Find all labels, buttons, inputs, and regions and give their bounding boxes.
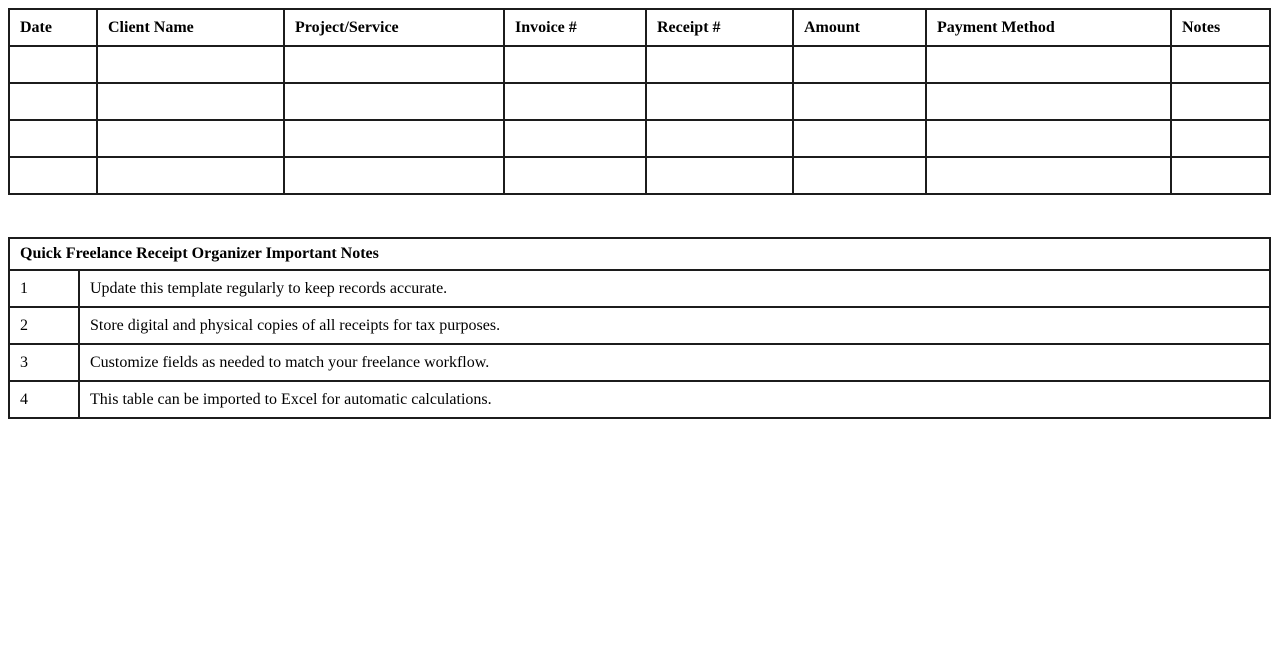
receipt-cell-notes[interactable] (1171, 120, 1270, 157)
note-number: 1 (9, 270, 79, 307)
receipt-cell-notes[interactable] (1171, 83, 1270, 120)
receipt-cell-amount[interactable] (793, 120, 926, 157)
receipt-cell-invoice-number[interactable] (504, 157, 646, 194)
column-header-client-name: Client Name (97, 9, 284, 46)
receipt-cell-project-service[interactable] (284, 120, 504, 157)
column-header-date: Date (9, 9, 97, 46)
receipt-cell-amount[interactable] (793, 46, 926, 83)
column-header-project-service: Project/Service (284, 9, 504, 46)
receipt-cell-notes[interactable] (1171, 157, 1270, 194)
receipt-cell-project-service[interactable] (284, 83, 504, 120)
receipt-cell-invoice-number[interactable] (504, 83, 646, 120)
notes-title-row (9, 238, 1270, 270)
receipt-cell-date[interactable] (9, 46, 97, 83)
receipt-empty-row (9, 120, 1270, 157)
note-row (9, 344, 1270, 381)
note-row (9, 307, 1270, 344)
receipt-cell-payment-method[interactable] (926, 83, 1171, 120)
note-number: 4 (9, 381, 79, 418)
receipt-cell-invoice-number[interactable] (504, 120, 646, 157)
note-text: This table can be imported to Excel for automatic calculations. (79, 381, 1270, 418)
column-header-amount: Amount (793, 9, 926, 46)
important-notes-table (8, 237, 1271, 419)
receipt-organizer-table (8, 8, 1271, 195)
note-text: Customize fields as needed to match your freelance workflow. (79, 344, 1270, 381)
receipt-cell-date[interactable] (9, 157, 97, 194)
column-header-invoice-number: Invoice # (504, 9, 646, 46)
receipt-empty-row (9, 83, 1270, 120)
note-number: 3 (9, 344, 79, 381)
note-text: Update this template regularly to keep records accurate. (79, 270, 1270, 307)
column-header-payment-method: Payment Method (926, 9, 1171, 46)
note-number: 2 (9, 307, 79, 344)
receipt-cell-payment-method[interactable] (926, 46, 1171, 83)
receipt-cell-receipt-number[interactable] (646, 46, 793, 83)
receipt-cell-client-name[interactable] (97, 83, 284, 120)
receipt-empty-row (9, 46, 1270, 83)
notes-table-title: Quick Freelance Receipt Organizer Important Notes (9, 238, 1270, 270)
receipt-cell-client-name[interactable] (97, 157, 284, 194)
receipt-empty-row (9, 157, 1270, 194)
receipt-cell-project-service[interactable] (284, 46, 504, 83)
note-text: Store digital and physical copies of all receipts for tax purposes. (79, 307, 1270, 344)
receipt-cell-date[interactable] (9, 83, 97, 120)
column-header-notes: Notes (1171, 9, 1270, 46)
receipt-cell-amount[interactable] (793, 157, 926, 194)
receipt-cell-receipt-number[interactable] (646, 83, 793, 120)
column-header-receipt-number: Receipt # (646, 9, 793, 46)
receipt-cell-receipt-number[interactable] (646, 120, 793, 157)
receipt-header-row (9, 9, 1270, 46)
receipt-cell-client-name[interactable] (97, 120, 284, 157)
receipt-cell-payment-method[interactable] (926, 157, 1171, 194)
receipt-cell-amount[interactable] (793, 83, 926, 120)
receipt-cell-invoice-number[interactable] (504, 46, 646, 83)
note-row (9, 270, 1270, 307)
note-row (9, 381, 1270, 418)
receipt-cell-receipt-number[interactable] (646, 157, 793, 194)
receipt-cell-client-name[interactable] (97, 46, 284, 83)
receipt-cell-date[interactable] (9, 120, 97, 157)
receipt-cell-project-service[interactable] (284, 157, 504, 194)
receipt-cell-notes[interactable] (1171, 46, 1270, 83)
receipt-cell-payment-method[interactable] (926, 120, 1171, 157)
